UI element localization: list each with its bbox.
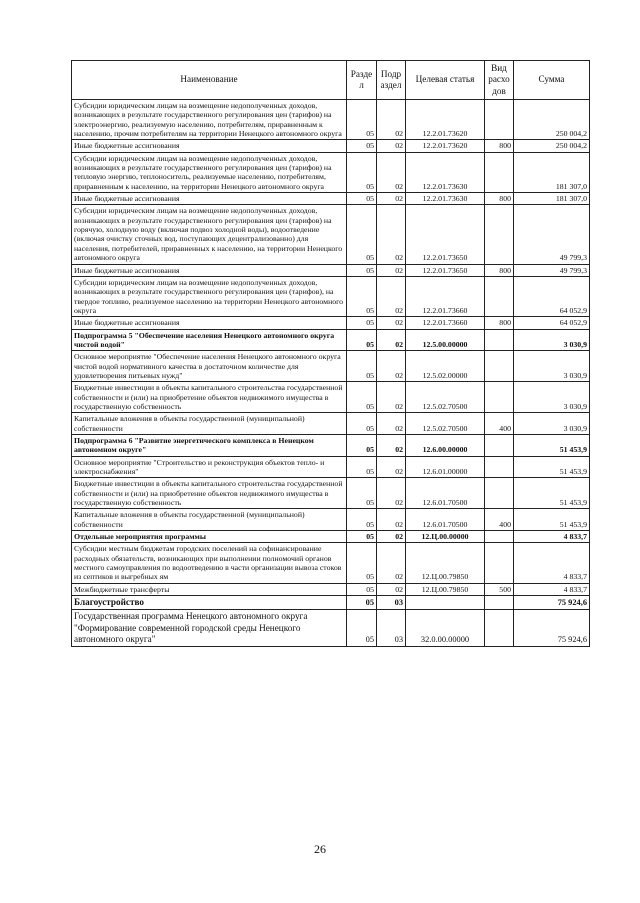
cell-target: 12.6.01.00000 xyxy=(406,456,485,478)
table-row xyxy=(72,456,590,478)
cell-name: Государственная программа Ненецкого автономного округа "Формирование современной городской среды Ненецкого автономного округа" xyxy=(72,610,347,647)
cell-subsection: 02 xyxy=(377,140,406,152)
cell-name: Благоустройство xyxy=(72,596,347,610)
cell-type: 800 xyxy=(485,317,514,329)
cell-target: 12.2.01.73660 xyxy=(406,317,485,329)
cell-type xyxy=(485,478,514,509)
table-row xyxy=(72,317,590,329)
table-row xyxy=(72,543,590,583)
cell-section: 05 xyxy=(347,509,377,531)
cell-name: Субсидии местным бюджетам городских поселений на софинансирование расходных обязательств, возникающих при выполнении полномочий органов местного самоуправления по водоотведению в части организации вывоза стоков из септиков и выгребных ям xyxy=(72,543,347,583)
cell-sum: 3 030,9 xyxy=(514,413,590,435)
cell-type xyxy=(485,329,514,351)
table-row xyxy=(72,478,590,509)
cell-target: 12.Ц.00.79850 xyxy=(406,543,485,583)
cell-subsection: 02 xyxy=(377,435,406,457)
cell-section: 05 xyxy=(347,100,377,140)
table-row xyxy=(72,583,590,595)
cell-name: Подпрограмма 6 "Развитие энергетического комплекса в Ненецком автономном округе" xyxy=(72,435,347,457)
cell-name: Иные бюджетные ассигнования xyxy=(72,264,347,276)
cell-name: Бюджетные инвестиции в объекты капитального строительства государственной собственности и (или) на приобретение объектов недвижимого имущества в государственную собственность xyxy=(72,478,347,509)
table-row xyxy=(72,140,590,152)
cell-name: Субсидии юридическим лицам на возмещение недополученных доходов, возникающих в результате государственного регулирования цен (тарифов), на твердое топливо, реализуемое населению на территории Ненецкого автономного округа xyxy=(72,276,347,316)
cell-section: 05 xyxy=(347,140,377,152)
cell-type xyxy=(485,596,514,610)
cell-sum: 49 799,3 xyxy=(514,205,590,264)
cell-section: 05 xyxy=(347,596,377,610)
cell-section: 05 xyxy=(347,478,377,509)
cell-sum: 4 833,7 xyxy=(514,583,590,595)
cell-sum: 250 004,2 xyxy=(514,100,590,140)
cell-sum: 181 307,0 xyxy=(514,152,590,192)
cell-name: Отдельные мероприятия программы xyxy=(72,531,347,543)
cell-target: 12.2.01.73650 xyxy=(406,264,485,276)
budget-table xyxy=(71,60,590,647)
header-name: Наименование xyxy=(72,61,347,100)
cell-target: 12.5.02.70500 xyxy=(406,382,485,413)
cell-type: 800 xyxy=(485,264,514,276)
cell-subsection: 02 xyxy=(377,509,406,531)
cell-type: 400 xyxy=(485,413,514,435)
cell-name: Субсидии юридическим лицам на возмещение недополученных доходов, возникающих в результате государственного регулирования цен (тарифов) на тепловую энергию, теплоноситель, реализуемые населению, потребителям, приравненным к населению, на территории Ненецкого автономного округа xyxy=(72,152,347,192)
cell-subsection: 02 xyxy=(377,531,406,543)
cell-name: Субсидии юридическим лицам на возмещение недополученных доходов, возникающих в результате государственного регулирования цен (тарифов) на горячую, холодную воду (включая подвоз холодной воды), водоотведение (включая очистку сточных вод, поступающих децентрализованно) для населения, потребителей, приравненных к населению, на территории Ненецкого автономного округа xyxy=(72,205,347,264)
cell-target: 12.2.01.73620 xyxy=(406,100,485,140)
cell-type xyxy=(485,351,514,382)
cell-name: Основное мероприятие "Обеспечение населения Ненецкого автономного округа чистой водой нормативного качества в достаточном количестве для удовлетворения питьевых нужд" xyxy=(72,351,347,382)
cell-sum: 181 307,0 xyxy=(514,193,590,205)
cell-target: 12.Ц.00.79850 xyxy=(406,583,485,595)
cell-target: 12.6.00.00000 xyxy=(406,435,485,457)
header-section: Разде л xyxy=(347,61,377,100)
table-row xyxy=(72,509,590,531)
cell-section: 05 xyxy=(347,205,377,264)
cell-section: 05 xyxy=(347,351,377,382)
table-row xyxy=(72,435,590,457)
cell-section: 05 xyxy=(347,276,377,316)
cell-subsection: 02 xyxy=(377,543,406,583)
cell-subsection: 02 xyxy=(377,317,406,329)
cell-subsection: 02 xyxy=(377,478,406,509)
cell-subsection: 02 xyxy=(377,264,406,276)
table-row xyxy=(72,264,590,276)
cell-sum: 64 052,9 xyxy=(514,276,590,316)
header-type: Вид расхо дов xyxy=(485,61,514,100)
cell-target: 12.6.01.70500 xyxy=(406,509,485,531)
cell-name: Бюджетные инвестиции в объекты капитального строительства государственной собственности и (или) на приобретение объектов недвижимого имущества в государственную собственность xyxy=(72,382,347,413)
header-row xyxy=(72,61,590,100)
cell-sum: 51 453,9 xyxy=(514,478,590,509)
cell-name: Капитальные вложения в объекты государственной (муниципальной) собственности xyxy=(72,509,347,531)
cell-type xyxy=(485,276,514,316)
cell-name: Иные бюджетные ассигнования xyxy=(72,317,347,329)
cell-type xyxy=(485,435,514,457)
cell-subsection: 02 xyxy=(377,413,406,435)
cell-sum: 75 924,6 xyxy=(514,610,590,647)
cell-type xyxy=(485,382,514,413)
cell-section: 05 xyxy=(347,329,377,351)
cell-target: 12.5.02.70500 xyxy=(406,413,485,435)
table-row xyxy=(72,152,590,192)
cell-section: 05 xyxy=(347,317,377,329)
cell-sum: 3 030,9 xyxy=(514,329,590,351)
cell-subsection: 02 xyxy=(377,205,406,264)
cell-type xyxy=(485,610,514,647)
cell-sum: 51 453,9 xyxy=(514,456,590,478)
cell-subsection: 02 xyxy=(377,152,406,192)
cell-section: 05 xyxy=(347,382,377,413)
cell-name: Субсидии юридическим лицам на возмещение недополученных доходов, возникающих в результате государственного регулирования цен (тарифов) на электроэнергию, реализуемую населению, потребителям, приравненным к населению, прочим потребителям на территории Ненецкого автономного округа xyxy=(72,100,347,140)
cell-subsection: 02 xyxy=(377,193,406,205)
cell-type: 500 xyxy=(485,583,514,595)
cell-type xyxy=(485,205,514,264)
cell-sum: 3 030,9 xyxy=(514,351,590,382)
cell-target: 12.2.01.73630 xyxy=(406,152,485,192)
cell-section: 05 xyxy=(347,610,377,647)
cell-sum: 4 833,7 xyxy=(514,543,590,583)
cell-sum: 3 030,9 xyxy=(514,382,590,413)
cell-name: Подпрограмма 5 "Обеспечение населения Ненецкого автономного округа чистой водой" xyxy=(72,329,347,351)
cell-sum: 51 453,9 xyxy=(514,435,590,457)
table-body xyxy=(72,100,590,647)
table-row xyxy=(72,413,590,435)
header-target: Целевая статья xyxy=(406,61,485,100)
cell-subsection: 02 xyxy=(377,456,406,478)
cell-subsection: 02 xyxy=(377,329,406,351)
cell-name: Основное мероприятие "Строительство и реконструкция объектов тепло- и электроснабжения" xyxy=(72,456,347,478)
table-row xyxy=(72,329,590,351)
cell-type xyxy=(485,456,514,478)
table-row xyxy=(72,382,590,413)
cell-sum: 250 004,2 xyxy=(514,140,590,152)
cell-target: 12.Ц.00.00000 xyxy=(406,531,485,543)
cell-section: 05 xyxy=(347,583,377,595)
cell-section: 05 xyxy=(347,435,377,457)
cell-sum: 64 052,9 xyxy=(514,317,590,329)
cell-name: Капитальные вложения в объекты государственной (муниципальной) собственности xyxy=(72,413,347,435)
cell-target: 12.2.01.73620 xyxy=(406,140,485,152)
cell-type: 800 xyxy=(485,140,514,152)
cell-type xyxy=(485,152,514,192)
cell-subsection: 03 xyxy=(377,610,406,647)
table-row xyxy=(72,610,590,647)
cell-subsection: 02 xyxy=(377,351,406,382)
header-sum: Сумма xyxy=(514,61,590,100)
cell-subsection: 03 xyxy=(377,596,406,610)
cell-target: 12.5.02.00000 xyxy=(406,351,485,382)
table-row xyxy=(72,193,590,205)
cell-section: 05 xyxy=(347,543,377,583)
cell-sum: 4 833,7 xyxy=(514,531,590,543)
table-row xyxy=(72,205,590,264)
cell-type: 800 xyxy=(485,193,514,205)
table-row xyxy=(72,276,590,316)
cell-subsection: 02 xyxy=(377,276,406,316)
cell-section: 05 xyxy=(347,193,377,205)
cell-subsection: 02 xyxy=(377,100,406,140)
cell-type xyxy=(485,543,514,583)
cell-target: 12.2.01.73630 xyxy=(406,193,485,205)
cell-sum: 49 799,3 xyxy=(514,264,590,276)
cell-target: 12.6.01.70500 xyxy=(406,478,485,509)
cell-section: 05 xyxy=(347,413,377,435)
cell-section: 05 xyxy=(347,456,377,478)
cell-section: 05 xyxy=(347,531,377,543)
cell-target: 12.5.00.00000 xyxy=(406,329,485,351)
table-row xyxy=(72,531,590,543)
page-number: 26 xyxy=(314,842,326,856)
cell-name: Иные бюджетные ассигнования xyxy=(72,140,347,152)
cell-subsection: 02 xyxy=(377,583,406,595)
cell-section: 05 xyxy=(347,264,377,276)
cell-type xyxy=(485,531,514,543)
cell-section: 05 xyxy=(347,152,377,192)
table-row xyxy=(72,100,590,140)
cell-type xyxy=(485,100,514,140)
cell-sum: 51 453,9 xyxy=(514,509,590,531)
header-subsection: Подр аздел xyxy=(377,61,406,100)
table-row xyxy=(72,351,590,382)
cell-target: 32.0.00.00000 xyxy=(406,610,485,647)
cell-target: 12.2.01.73650 xyxy=(406,205,485,264)
cell-sum: 75 924,6 xyxy=(514,596,590,610)
cell-name: Межбюджетные трансферты xyxy=(72,583,347,595)
cell-type: 400 xyxy=(485,509,514,531)
cell-target: 12.2.01.73660 xyxy=(406,276,485,316)
cell-subsection: 02 xyxy=(377,382,406,413)
cell-name: Иные бюджетные ассигнования xyxy=(72,193,347,205)
cell-target xyxy=(406,596,485,610)
table-row xyxy=(72,596,590,610)
